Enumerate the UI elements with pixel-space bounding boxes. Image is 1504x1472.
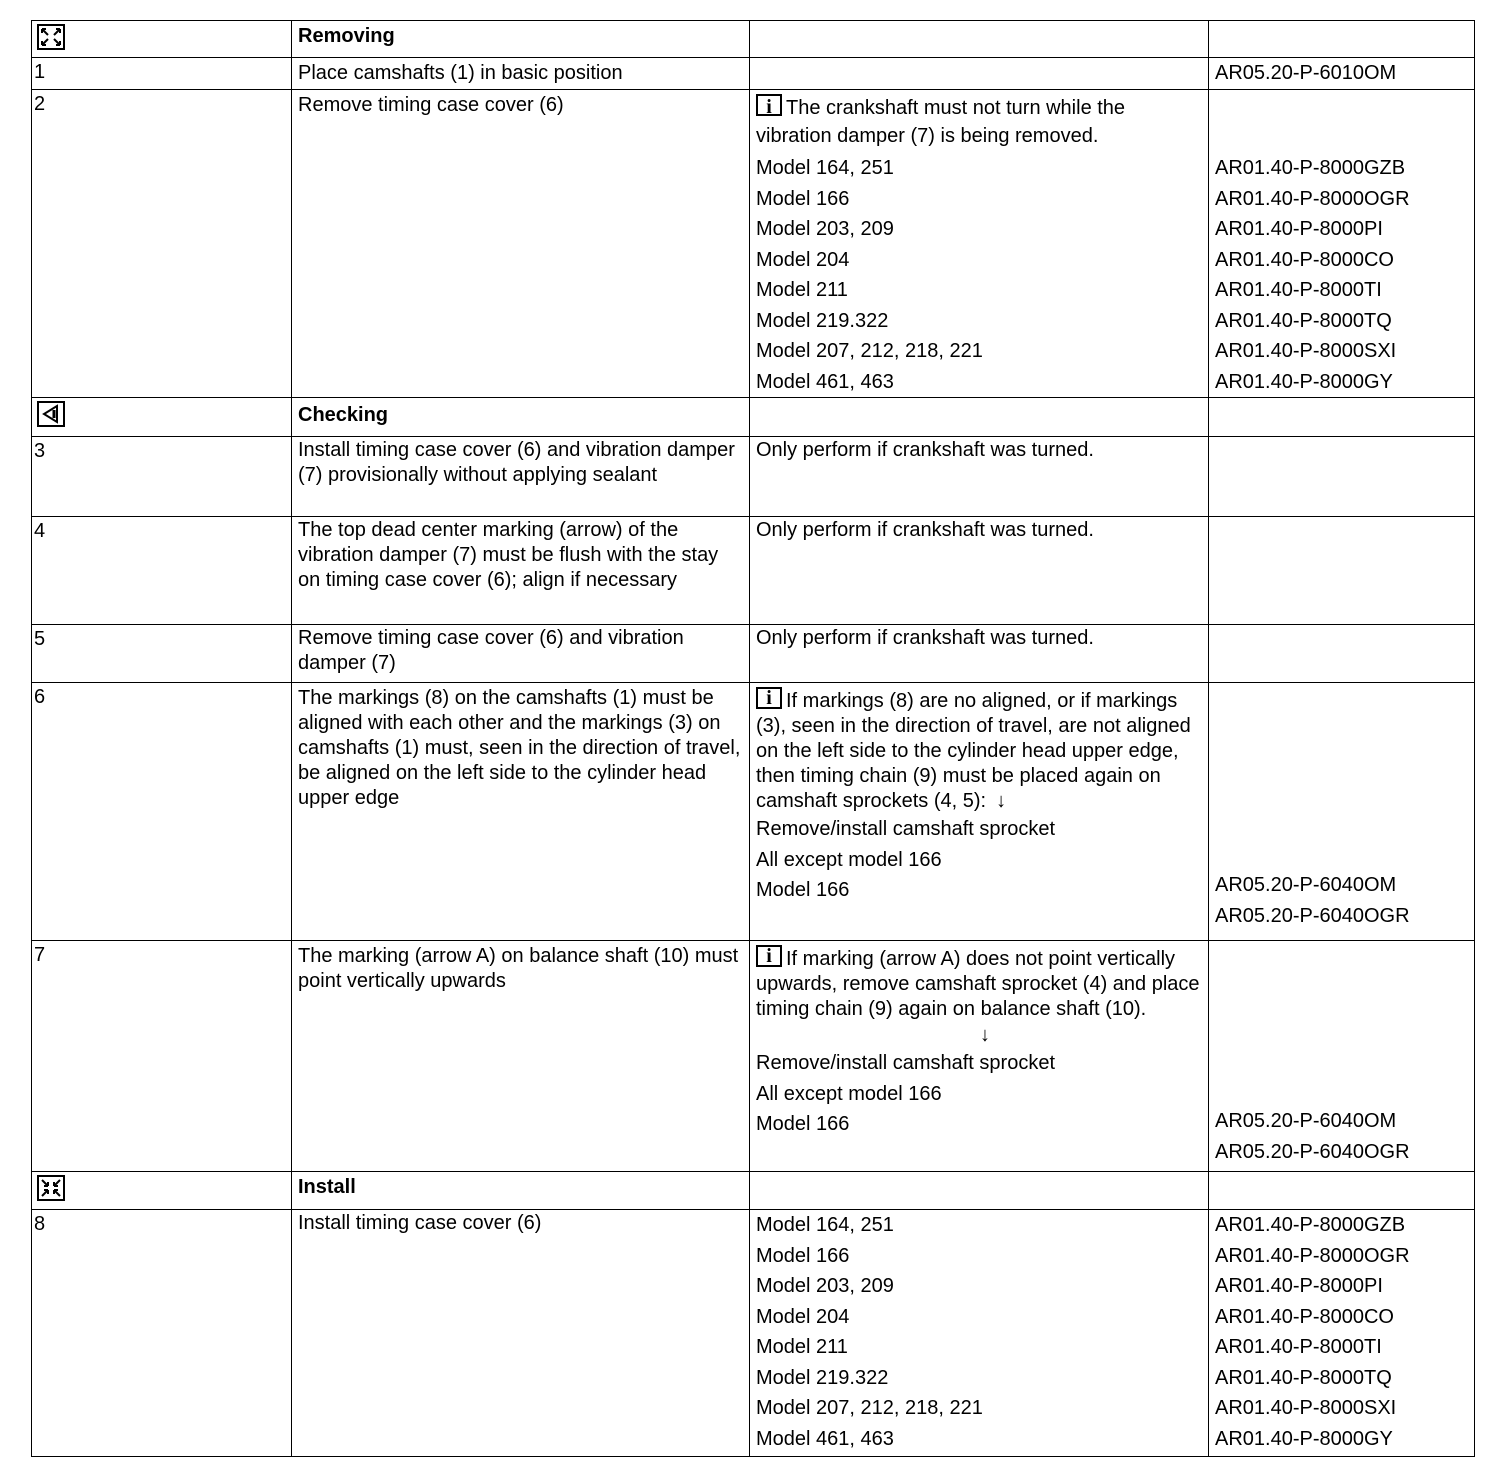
doc-reference-link[interactable]: AR05.20-P-6040OM bbox=[1215, 1110, 1397, 1132]
model-label: Model 207, 212, 218, 221 bbox=[756, 1397, 983, 1419]
info-note bbox=[756, 945, 1202, 1022]
section-row-removing bbox=[32, 21, 1475, 58]
section-row-checking bbox=[32, 398, 1475, 437]
doc-reference-link[interactable]: AR01.40-P-8000PI bbox=[1215, 1275, 1383, 1297]
model-label: Model 211 bbox=[756, 279, 848, 301]
empty-cell bbox=[1209, 437, 1475, 517]
step-action: The marking (arrow A) on balance shaft (10) must point vertically upwards bbox=[292, 941, 750, 1172]
info-note-text: If marking (arrow A) does not point vertically upwards, remove camshaft sprocket (4) and place timing chain (9) again on balance shaft (10). bbox=[756, 948, 1200, 1020]
doc-reference-link[interactable]: AR01.40-P-8000OGR bbox=[1215, 1244, 1410, 1267]
model-label: Model 204 bbox=[756, 1305, 850, 1328]
step-number: 8 bbox=[32, 1210, 292, 1457]
info-note bbox=[756, 687, 1202, 814]
empty-cell bbox=[1209, 21, 1475, 58]
removal-icon bbox=[37, 24, 65, 57]
step-row bbox=[32, 90, 1475, 398]
step-row bbox=[32, 517, 1475, 625]
model-label: Model 166 bbox=[756, 879, 850, 901]
doc-reference-link[interactable]: AR01.40-P-8000GZB bbox=[1215, 1214, 1406, 1236]
arrow-down-icon: ↓ bbox=[980, 1024, 990, 1046]
step-number: 1 bbox=[32, 58, 292, 90]
doc-reference-link[interactable]: AR01.40-P-8000TQ bbox=[1215, 309, 1392, 332]
doc-reference-link[interactable]: AR01.40-P-8000CO bbox=[1215, 1305, 1394, 1328]
model-label: Model 461, 463 bbox=[756, 1427, 894, 1450]
step-action: Install timing case cover (6) bbox=[292, 1210, 750, 1457]
step-note: Only perform if crankshaft was turned. bbox=[750, 625, 1209, 683]
step-number: 7 bbox=[32, 941, 292, 1172]
info-icon bbox=[756, 94, 782, 116]
step-references bbox=[1209, 90, 1475, 398]
model-label: Model 203, 209 bbox=[756, 218, 894, 240]
section-icon-cell bbox=[32, 398, 292, 437]
step-note: Only perform if crankshaft was turned. bbox=[750, 437, 1209, 517]
step-row bbox=[32, 941, 1475, 1172]
empty-cell bbox=[1209, 398, 1475, 437]
doc-reference-link[interactable]: AR05.20-P-6040OGR bbox=[1215, 904, 1410, 927]
model-label: Model 211 bbox=[756, 1336, 848, 1358]
model-label: All except model 166 bbox=[756, 848, 942, 871]
doc-reference-link[interactable]: AR01.40-P-8000TQ bbox=[1215, 1366, 1392, 1389]
doc-reference-link[interactable]: AR01.40-P-8000TI bbox=[1215, 1336, 1382, 1358]
step-action: The markings (8) on the camshafts (1) must be aligned with each other and the markings (3) on camshafts (1) must, seen in the direction of travel, be aligned on the left side to the cylinder head upper edge bbox=[292, 683, 750, 941]
doc-reference-link[interactable]: AR01.40-P-8000GY bbox=[1215, 1427, 1393, 1450]
model-label: Model 203, 209 bbox=[756, 1275, 894, 1297]
step-action: Install timing case cover (6) and vibration damper (7) provisionally without applying sealant bbox=[292, 437, 750, 517]
empty-cell bbox=[750, 58, 1209, 90]
info-note bbox=[756, 94, 1202, 150]
model-label: Model 204 bbox=[756, 248, 850, 271]
step-action: Remove timing case cover (6) and vibration damper (7) bbox=[292, 625, 750, 683]
sub-procedure-label: Remove/install camshaft sprocket bbox=[756, 818, 1056, 840]
doc-reference-link[interactable]: AR05.20-P-6010OM bbox=[1209, 58, 1475, 90]
info-icon bbox=[756, 945, 782, 967]
model-label: Model 166 bbox=[756, 1244, 850, 1267]
doc-reference-link[interactable]: AR05.20-P-6040OGR bbox=[1215, 1140, 1410, 1163]
step-number: 6 bbox=[32, 683, 292, 941]
section-title: Install bbox=[292, 1172, 750, 1210]
step-references bbox=[1209, 1210, 1475, 1457]
doc-reference-link[interactable]: AR01.40-P-8000OGR bbox=[1215, 187, 1410, 210]
step-action: Remove timing case cover (6) bbox=[292, 90, 750, 398]
checking-icon bbox=[37, 401, 65, 434]
step-notes bbox=[750, 683, 1209, 941]
section-title: Removing bbox=[292, 21, 750, 58]
step-row bbox=[32, 437, 1475, 517]
install-icon bbox=[37, 1175, 65, 1208]
info-icon bbox=[756, 687, 782, 709]
section-icon-cell bbox=[32, 1172, 292, 1210]
sub-procedure-label: Remove/install camshaft sprocket bbox=[756, 1052, 1056, 1074]
step-references bbox=[1209, 683, 1475, 941]
step-notes bbox=[750, 941, 1209, 1172]
doc-reference-link[interactable]: AR01.40-P-8000SXI bbox=[1215, 1397, 1397, 1419]
doc-reference-link[interactable]: AR01.40-P-8000TI bbox=[1215, 279, 1382, 301]
step-number: 3 bbox=[32, 437, 292, 517]
step-number: 2 bbox=[32, 90, 292, 398]
step-notes bbox=[750, 90, 1209, 398]
empty-cell bbox=[1209, 625, 1475, 683]
model-label: Model 166 bbox=[756, 187, 850, 210]
step-row bbox=[32, 1210, 1475, 1457]
model-label: Model 219.322 bbox=[756, 1366, 889, 1389]
info-note-text: If markings (8) are no aligned, or if markings (3), seen in the direction of travel, are not aligned on the left side to the cylinder head upper edge, then timing chain (9) must be placed again on camshaft sprockets (4, 5): bbox=[756, 690, 1191, 812]
empty-cell bbox=[1209, 1172, 1475, 1210]
step-action: The top dead center marking (arrow) of the vibration damper (7) must be flush with the stay on timing case cover (6); align if necessary bbox=[292, 517, 750, 625]
step-action: Place camshafts (1) in basic position bbox=[292, 58, 750, 90]
section-row-install bbox=[32, 1172, 1475, 1210]
step-number: 4 bbox=[32, 517, 292, 625]
section-icon-cell bbox=[32, 21, 292, 58]
step-notes bbox=[750, 1210, 1209, 1457]
arrow-down-icon: ↓ bbox=[996, 790, 1007, 812]
empty-cell bbox=[1209, 517, 1475, 625]
step-references bbox=[1209, 941, 1475, 1172]
step-number: 5 bbox=[32, 625, 292, 683]
step-note: Only perform if crankshaft was turned. bbox=[750, 517, 1209, 625]
model-label: Model 461, 463 bbox=[756, 370, 894, 393]
doc-reference-link[interactable]: AR01.40-P-8000CO bbox=[1215, 248, 1394, 271]
empty-cell bbox=[750, 398, 1209, 437]
section-title: Checking bbox=[292, 398, 750, 437]
doc-reference-link[interactable]: AR01.40-P-8000SXI bbox=[1215, 340, 1397, 362]
model-label: All except model 166 bbox=[756, 1082, 942, 1105]
empty-cell bbox=[750, 1172, 1209, 1210]
model-label: Model 164, 251 bbox=[756, 157, 894, 179]
step-row bbox=[32, 625, 1475, 683]
doc-reference-link[interactable]: AR01.40-P-8000GZB bbox=[1215, 157, 1406, 179]
empty-cell bbox=[750, 21, 1209, 58]
doc-reference-link[interactable]: AR01.40-P-8000GY bbox=[1215, 370, 1393, 393]
procedure-table bbox=[31, 20, 1475, 1457]
doc-reference-link[interactable]: AR01.40-P-8000PI bbox=[1215, 218, 1383, 240]
model-label: Model 219.322 bbox=[756, 309, 889, 332]
step-row bbox=[32, 58, 1475, 90]
step-row bbox=[32, 683, 1475, 941]
model-label: Model 164, 251 bbox=[756, 1214, 894, 1236]
info-note-text: The crankshaft must not turn while the vibration damper (7) is being removed. bbox=[756, 97, 1126, 147]
doc-reference-link[interactable]: AR05.20-P-6040OM bbox=[1215, 874, 1397, 896]
model-label: Model 166 bbox=[756, 1113, 850, 1135]
model-label: Model 207, 212, 218, 221 bbox=[756, 340, 983, 362]
